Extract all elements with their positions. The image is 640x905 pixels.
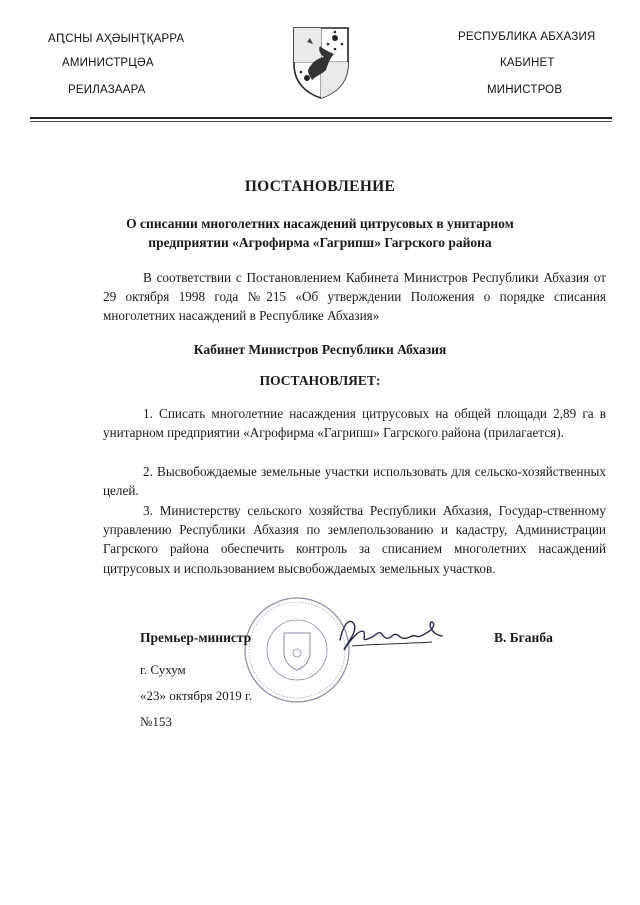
resolves-heading: ПОСТАНОВЛЯЕТ: <box>259 373 381 388</box>
footer-date: «23» октября 2019 г. <box>140 688 253 703</box>
signatory-position: Премьер-министр <box>140 630 252 645</box>
issuer-line: Кабинет Министров Республики Абхазия <box>193 342 447 357</box>
preamble-text: В соответствии с Постановлением Кабинета Министров Республики Абхазия от 29 октября 1998 года №215 «Об утверждении Положения о порядке списания многолетних насаждений в Республике Абхазия» <box>103 270 606 324</box>
signatory-name: В. Бганба <box>494 630 553 645</box>
item-1-text: 1. Списать многолетние насаждения цитрусовых на общей площади 2,89 га в унитарном предприятии «Агрофирма «Гагрипш» Гагрского района (прилагается). <box>103 406 606 441</box>
header-right-line-2: КАБИНЕТ <box>500 57 555 69</box>
preamble-paragraph <box>103 268 606 326</box>
list-item <box>103 404 606 442</box>
header-divider <box>30 117 612 119</box>
list-item <box>103 501 606 578</box>
footer-number: №153 <box>140 714 172 729</box>
header-left-line-3: РЕИЛАЗААРА <box>68 84 146 96</box>
list-item <box>103 462 606 500</box>
item-2-text: 2. Высвобождаемые земельные участки использовать для сельско-хозяйственных целей. <box>103 464 606 499</box>
header-left-line-1: АԤСНЫ АҲӘЫНҬҚАРРА <box>48 33 185 45</box>
header-left-line-2: АМИНИСТРЦӘА <box>62 57 154 69</box>
header-right-line-3: МИНИСТРОВ <box>487 84 563 96</box>
handwritten-signature-icon <box>332 610 452 660</box>
footer-city: г. Сухум <box>140 662 186 677</box>
header-divider-thin <box>30 121 612 122</box>
document-subject: О списании многолетних насаждений цитрусовых в унитарном предприятии «Агрофирма «Гагрипш» Гагрского района <box>126 216 514 250</box>
header-right-line-1: РЕСПУБЛИКА АБХАЗИЯ <box>458 31 596 43</box>
coat-of-arms-icon <box>290 24 352 100</box>
item-3-text: 3. Министерству сельского хозяйства Республики Абхазия, Государ-ственному управлению Республики Абхазия по землепользованию и кадастру, Администрации Гагрского района обеспечить контроль за списанием многолетних насаждений цитрусовых и использованием высвобождаемых земельных участков. <box>103 503 606 576</box>
document-title: ПОСТАНОВЛЕНИЕ <box>244 178 396 195</box>
